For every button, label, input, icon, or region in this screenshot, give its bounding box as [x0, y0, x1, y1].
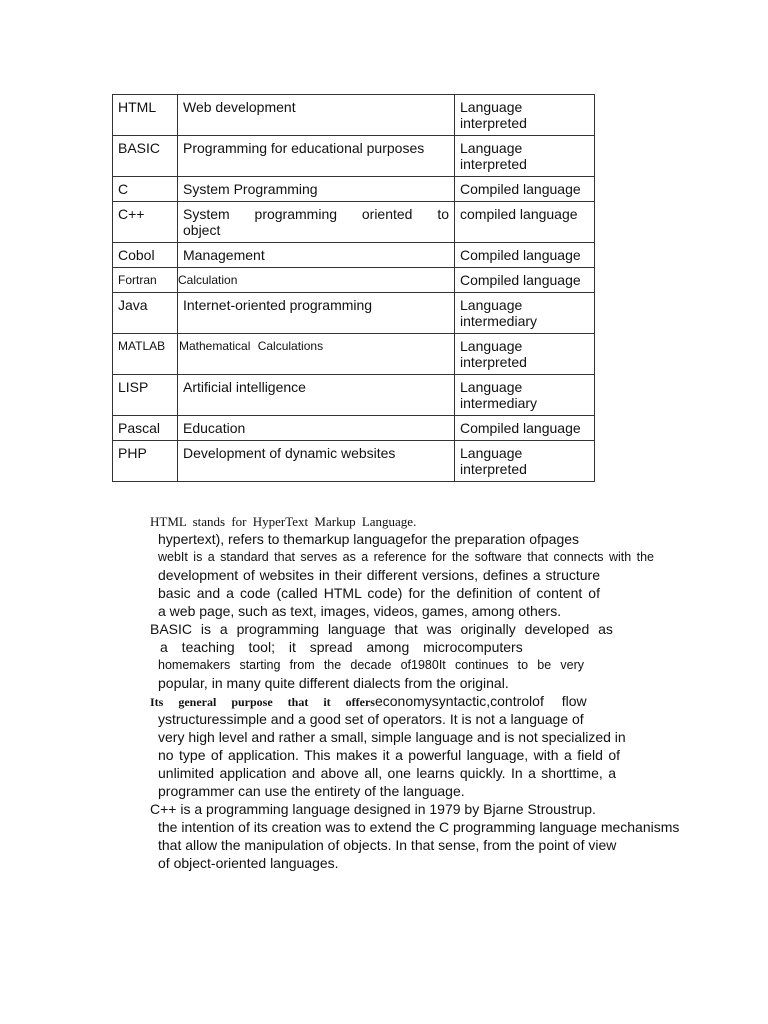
table-row — [113, 95, 595, 136]
paragraph-line: ystructuressimple and a good set of operators. It is not a language of — [158, 711, 584, 727]
language-name: Java — [113, 293, 178, 334]
language-use: Artificial intelligence — [178, 375, 455, 416]
basic-paragraph — [137, 620, 667, 692]
language-use: Management — [178, 243, 455, 268]
language-name: PHP — [113, 441, 178, 482]
cpp-paragraph — [137, 800, 680, 872]
language-use: System programming oriented to — [183, 206, 449, 222]
paragraph-line: Its general purpose that it offerseconomysyntactic,controlof flow — [150, 693, 587, 709]
language-name: Cobol — [113, 243, 178, 268]
languages-table — [112, 94, 595, 482]
language-name: HTML — [113, 95, 178, 136]
table-row — [113, 136, 595, 177]
table-row — [113, 416, 595, 441]
table-row — [113, 375, 595, 416]
paragraph-line: very high level and rather a small, simple language and is not specialized in — [158, 729, 626, 745]
language-type: Compiled language — [455, 177, 595, 202]
language-use: Internet-oriented programming — [178, 293, 455, 334]
paragraph-line: development of websites in their different versions, defines a structure — [158, 567, 600, 583]
language-type: Language interpreted — [455, 95, 595, 136]
language-use: Programming for educational purposes — [178, 136, 455, 177]
language-type: Compiled language — [455, 416, 595, 441]
paragraph-line: BASIC is a programming language that was originally developed as — [150, 621, 613, 637]
paragraph-line: homemakers starting from the decade of1980It continues to be very — [158, 658, 584, 672]
paragraph-line: popular, in many quite different dialects from the original. — [158, 675, 509, 691]
paragraph-line: a web page, such as text, images, videos, games, among others. — [158, 603, 562, 619]
paragraph-line: unlimited application and above all, one learns quickly. In a shorttime, a — [158, 765, 616, 781]
table-row — [113, 268, 595, 293]
table-row — [113, 243, 595, 268]
paragraph-line: webIt is a standard that serves as a reference for the software that connects with the — [158, 550, 654, 564]
c-paragraph — [137, 692, 667, 800]
language-type: Language interpreted — [455, 441, 595, 482]
language-type: compiled language — [455, 202, 595, 243]
paragraph-line: of object-oriented languages. — [158, 855, 339, 871]
table-row — [113, 441, 595, 482]
language-use-continued: object — [183, 222, 221, 238]
language-name: BASIC — [113, 136, 178, 177]
paragraph-line: hypertext), refers to themarkup languagefor the preparation ofpages — [158, 531, 580, 547]
language-type: Compiled language — [455, 243, 595, 268]
language-name: C++ — [113, 202, 178, 243]
language-use: Mathematical Calculations — [178, 334, 455, 375]
language-use: Web development — [178, 95, 455, 136]
language-use: Calculation — [178, 268, 455, 293]
language-type: Language intermediary — [455, 375, 595, 416]
paragraph-line: HTML stands for HyperText Markup Language. — [150, 514, 417, 529]
paragraph-line: no type of application. This makes it a powerful language, with a field of — [158, 747, 620, 763]
table-row — [113, 202, 595, 243]
table-row — [113, 334, 595, 375]
language-name: C — [113, 177, 178, 202]
language-use: Development of dynamic websites — [178, 441, 455, 482]
notes-section — [137, 512, 680, 872]
language-type: Compiled language — [455, 268, 595, 293]
language-name: Fortran — [113, 268, 178, 293]
language-type: Language intermediary — [455, 293, 595, 334]
paragraph-line: a teaching tool; it spread among microcomputers — [160, 639, 523, 655]
paragraph-line: programmer can use the entirety of the language. — [158, 783, 465, 799]
language-use: Education — [178, 416, 455, 441]
table-row — [113, 177, 595, 202]
language-name: LISP — [113, 375, 178, 416]
paragraph-line: that allow the manipulation of objects. In that sense, from the point of view — [158, 837, 617, 853]
paragraph-line: the intention of its creation was to extend the C programming language mechanisms — [158, 819, 680, 835]
paragraph-line: basic and a code (called HTML code) for the definition of content of — [158, 585, 600, 601]
table-row — [113, 293, 595, 334]
language-use-cell — [178, 202, 455, 243]
language-type: Language interpreted — [455, 334, 595, 375]
language-name: Pascal — [113, 416, 178, 441]
language-name: MATLAB — [113, 334, 178, 375]
language-type: Language interpreted — [455, 136, 595, 177]
language-use: System Programming — [178, 177, 455, 202]
html-paragraph — [137, 512, 667, 620]
paragraph-line: C++ is a programming language designed in 1979 by Bjarne Stroustrup. — [150, 801, 596, 817]
